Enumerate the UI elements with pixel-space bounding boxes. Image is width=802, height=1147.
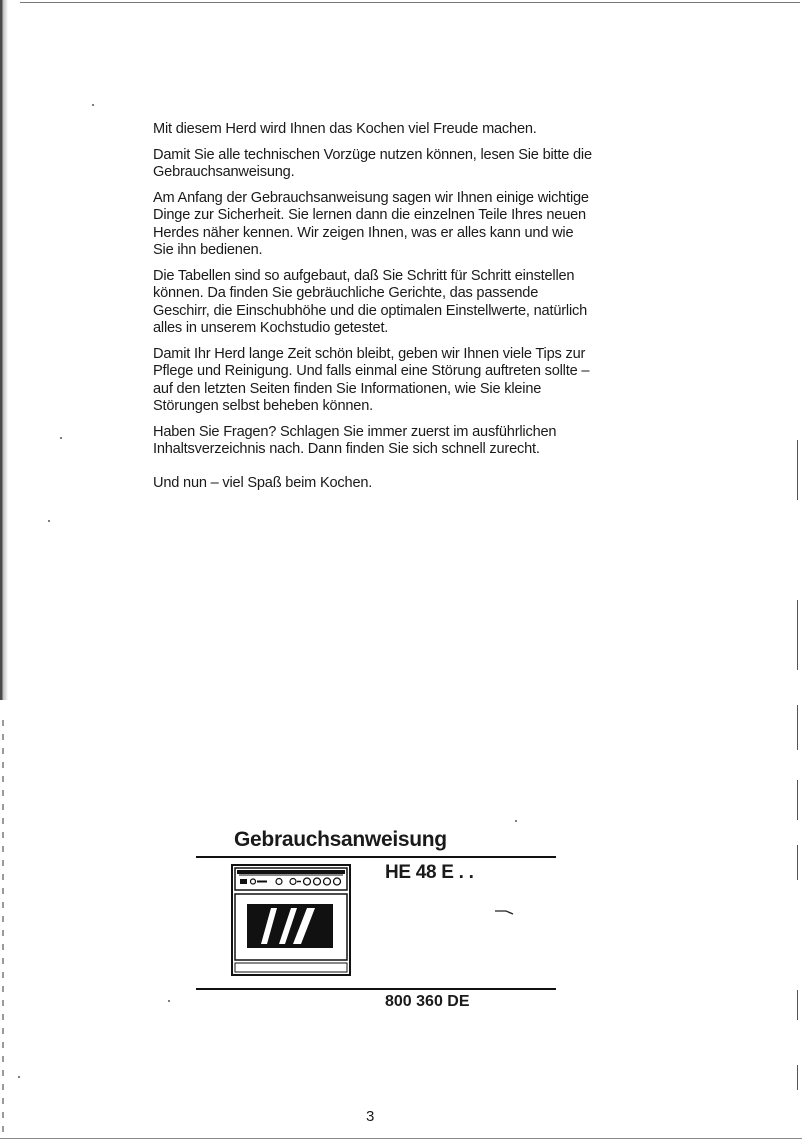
intro-text [153,121,593,500]
closing-line: Und nun – viel Spaß beim Kochen. [153,474,373,491]
scan-bottom-edge [0,1138,802,1139]
scan-left-edge [0,0,8,700]
document-number: 800 360 DE [385,993,470,1010]
scan-speck [92,104,94,106]
paragraph: Am Anfang der Gebrauchsanweisung sagen wir Ihnen einige wichtige Dinge zur Sicherheit. Sie lernen dann die einzelnen Teile Ihres neuen Herdes näher kennen. Wir zeigen Ihnen, was er alles kann und wie Sie ihn bedienen. [153,189,589,258]
scan-right-mark [797,780,798,820]
cover-rule-top [196,856,556,858]
scan-speck [168,1000,170,1002]
scan-right-mark [797,990,798,1020]
scan-mark [494,909,514,915]
cover-title: Gebrauchsanweisung [234,828,447,851]
scan-right-mark [797,440,798,500]
paragraph: Damit Ihr Herd lange Zeit schön bleibt, geben wir Ihnen viele Tips zur Pflege und Reinigung. Und falls einmal eine Störung auftreten sollte – auf den letzten Seiten finden Sie Informationen, wie Sie kleine Störungen selbst beheben können. [153,345,590,414]
scan-right-mark [797,1065,798,1090]
scan-right-mark [797,600,798,670]
scan-speck [60,437,62,439]
scan-speck [515,820,517,822]
scan-speck [48,520,50,522]
paragraph: Die Tabellen sind so aufgebaut, daß Sie Schritt für Schritt einstellen können. Da finden Sie gebräuchliche Gerichte, das passende Geschirr, die Einschubhöhe und die optimalen Einstellwerte, natürlich alles in unserem Kochstudio getestet. [153,267,587,336]
scan-right-mark [797,845,798,880]
scan-left-edge-lower [2,720,4,1140]
model-number: HE 48 E . . [385,862,474,883]
paragraph: Mit diesem Herd wird Ihnen das Kochen viel Freude machen. [153,121,537,137]
scan-top-edge [20,2,800,3]
oven-icon [231,864,351,976]
cover-rule-bottom [196,988,556,990]
scan-speck [18,1076,20,1078]
page-number: 3 [366,1108,375,1125]
scan-right-mark [797,705,798,750]
paragraph: Damit Sie alle technischen Vorzüge nutzen können, lesen Sie bitte die Gebrauchsanweisung. [153,146,592,180]
paragraph: Haben Sie Fragen? Schlagen Sie immer zuerst im ausführlichen Inhaltsverzeichnis nach. Dann finden Sie sich schnell zurecht. [153,423,557,457]
